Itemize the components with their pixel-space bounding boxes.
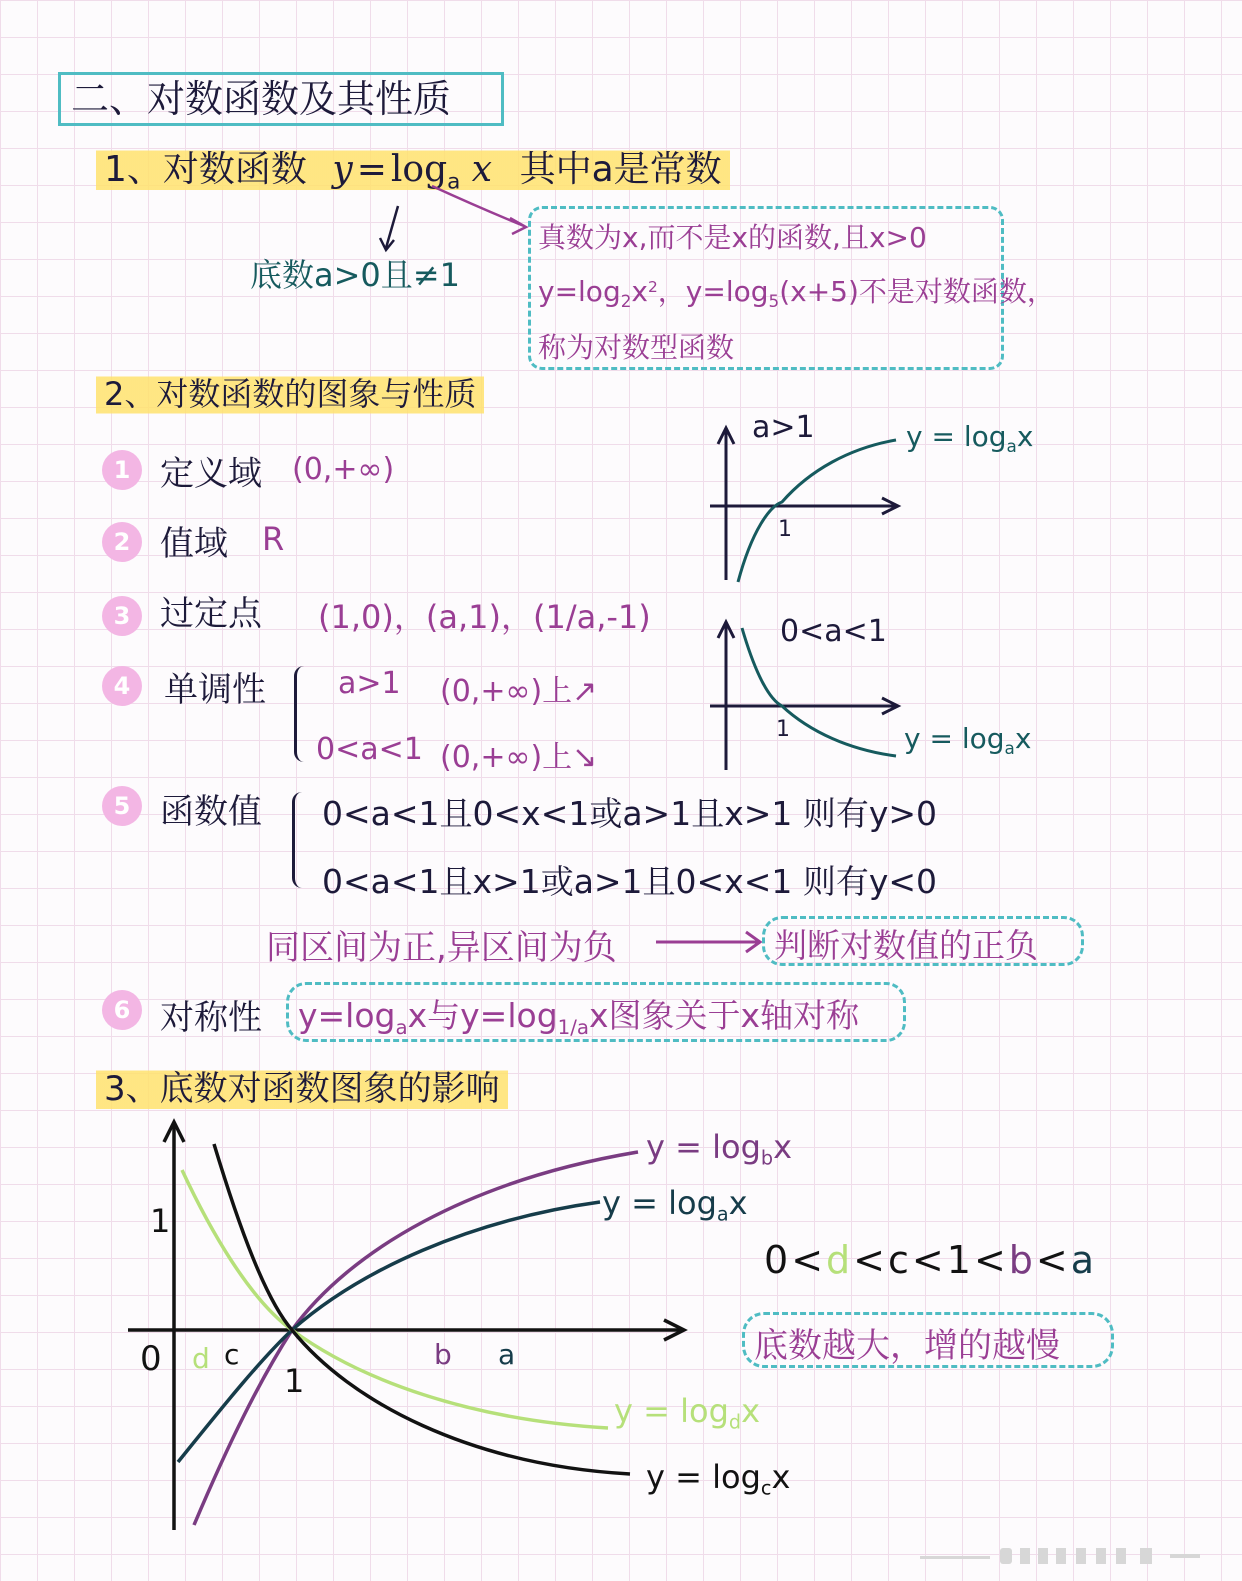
big-x-label-b: b — [434, 1338, 452, 1371]
mono-1-val: (0,+∞)上↗ — [440, 674, 598, 709]
fv-line2: 0<a<1且x>1或a>1且0<x<1 则有y<0 — [322, 862, 938, 901]
item-label-fixed-points: 过定点 — [160, 594, 262, 634]
sign-rule-arrow — [650, 924, 770, 960]
big-x-label-d: d — [192, 1342, 210, 1375]
curve-label-a: $y = \log_ax$ — [602, 1184, 748, 1226]
item-value-domain: (0,+∞) — [292, 452, 395, 487]
item-label-symmetry: 对称性 — [160, 998, 262, 1038]
big-x-label-1: 1 — [284, 1362, 305, 1400]
graph1-condition: a>1 — [752, 410, 815, 445]
graph1-label: $y = \log_ax$ — [906, 420, 1034, 456]
mono-2-cond: 0<a<1 — [316, 732, 423, 767]
graph2-condition: 0<a<1 — [780, 614, 887, 649]
mono-1-cond: a>1 — [338, 666, 401, 701]
big-origin-label: 0 — [140, 1339, 162, 1379]
mono-2-val: (0,+∞)上↘ — [440, 740, 598, 775]
section-3-heading: 3、底数对函数图象的影响 — [96, 1066, 508, 1112]
conclusion-text: 底数越大，增的越慢 — [754, 1326, 1060, 1366]
item-label-domain: 定义域 — [160, 454, 262, 494]
big-x-label-c: c — [224, 1338, 240, 1371]
bullet-3: 3 — [102, 596, 142, 636]
graph2-tick: 1 — [776, 717, 790, 742]
symmetry-text: $y=\log_ax$与$y=\log_{1/a}x$图象关于x轴对称 — [298, 996, 860, 1039]
function-values-brace — [292, 792, 309, 888]
graph2-label: $y = \log_ax$ — [904, 722, 1032, 758]
base-comparison-graph — [110, 1110, 730, 1540]
bullet-4: 4 — [102, 666, 142, 706]
item-label-function-values: 函数值 — [160, 792, 262, 832]
big-y-tick-1: 1 — [150, 1202, 171, 1240]
curve-log-d — [182, 1170, 608, 1428]
section-1-title: 1、对数函数 — [104, 149, 307, 190]
base-order: 0<d<c<1<b<a — [764, 1238, 1098, 1282]
curve-label-b: $y = \log_bx$ — [646, 1128, 792, 1170]
curve-label-d: $y = \log_dx$ — [614, 1392, 760, 1434]
bullet-6: 6 — [102, 990, 142, 1030]
section-2-heading: 2、对数函数的图象与性质 — [96, 372, 484, 416]
sign-rule-box-text: 判断对数值的正负 — [774, 926, 1038, 965]
domain-note-line3: 称为对数型函数 — [538, 331, 735, 364]
item-value-range: R — [262, 520, 285, 558]
domain-note-line1: 真数为x,而不是x的函数,且x>0 — [538, 221, 927, 254]
bullet-5: 5 — [102, 786, 142, 826]
fv-line1: 0<a<1且0<x<1或a>1且x>1 则有y>0 — [322, 794, 938, 833]
watermark — [920, 1548, 1210, 1564]
big-x-label-a: a — [498, 1338, 516, 1371]
sign-rule: 同区间为正,异区间为负 — [266, 928, 617, 968]
base-note: 底数a>0且≠1 — [250, 256, 460, 294]
section-1-heading: 1、对数函数 $y = \log_a x$ 其中a是常数 — [96, 146, 730, 207]
curve-label-c: $y = \log_cx$ — [646, 1458, 791, 1500]
bullet-2: 2 — [102, 522, 142, 562]
page-title: 二、对数函数及其性质 — [58, 72, 504, 126]
graph1-curve — [738, 440, 896, 582]
monotonicity-brace — [294, 666, 311, 762]
domain-note-line2: $y=\log_2x^2$，$y=\log_5(x+5)$不是对数函数， — [538, 275, 1055, 311]
item-label-range: 值域 — [160, 524, 228, 564]
bullet-1: 1 — [102, 450, 142, 490]
graph1-tick: 1 — [778, 517, 792, 542]
item-label-monotonicity: 单调性 — [164, 670, 266, 710]
item-value-fixed-points: (1,0)，(a,1)，(1/a,-1) — [318, 598, 651, 636]
